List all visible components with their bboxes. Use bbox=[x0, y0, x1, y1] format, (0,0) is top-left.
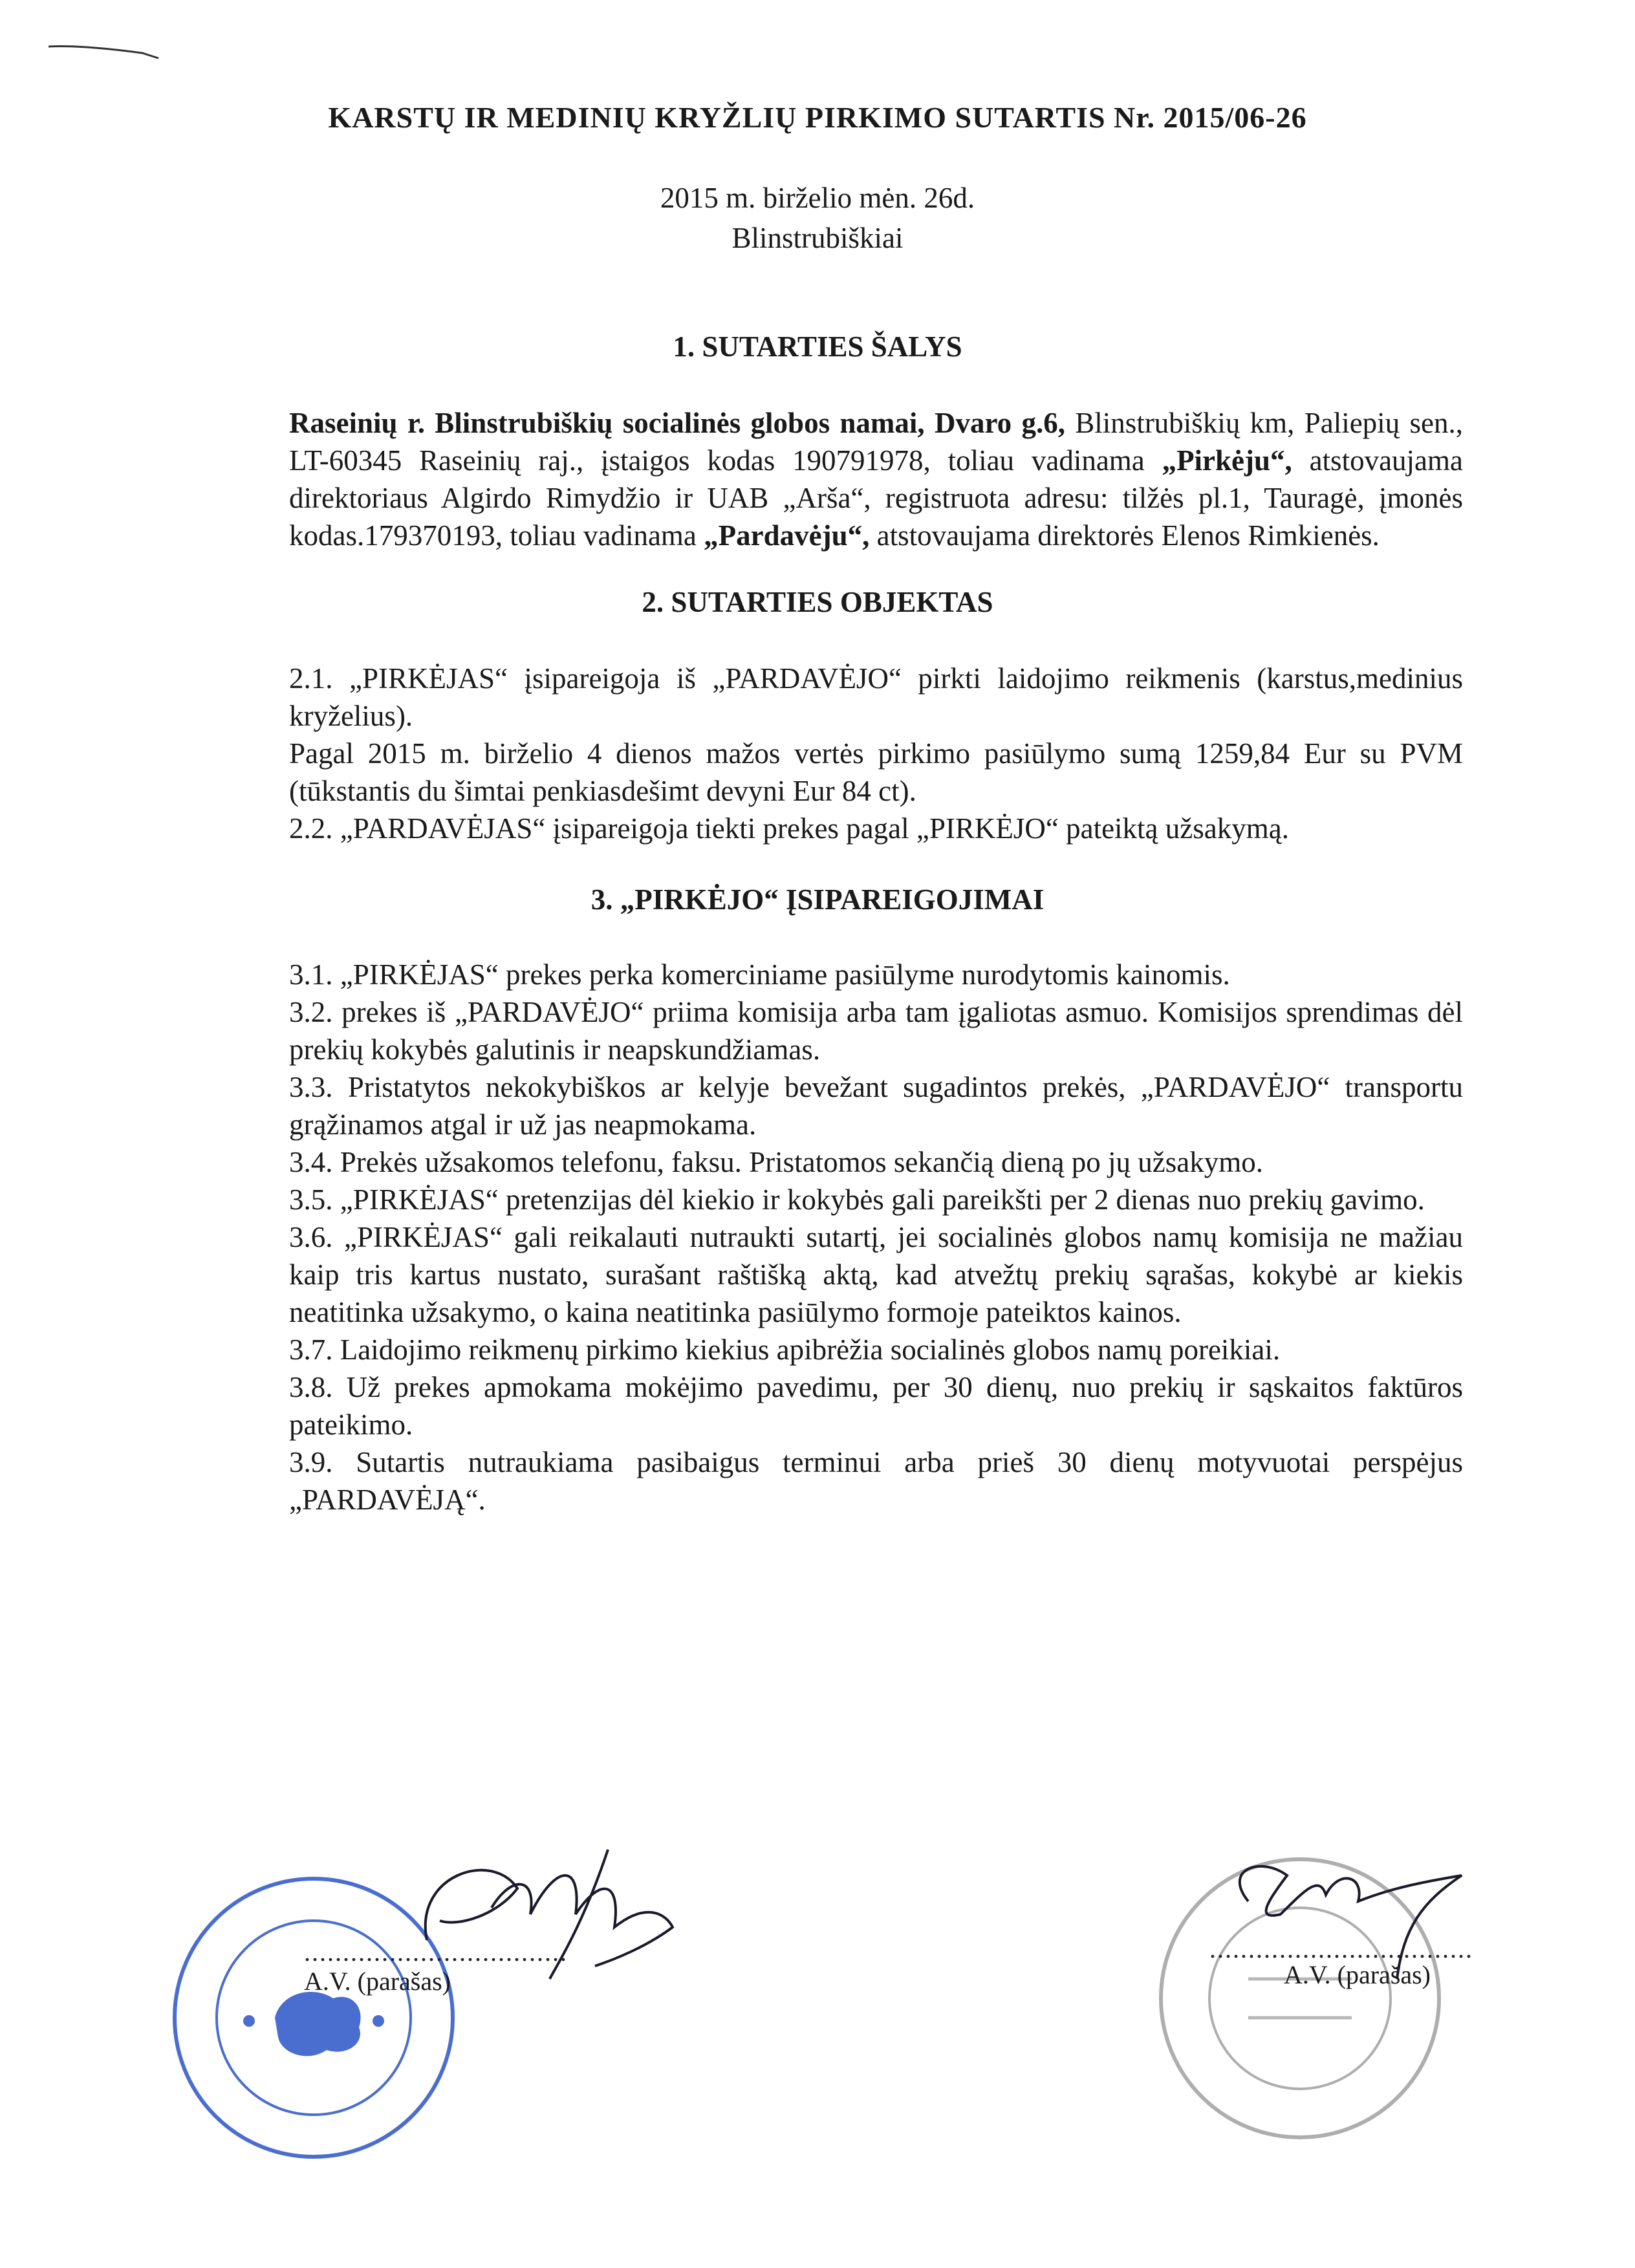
seller-rep: atstovaujama direktorės Elenos Rimkienės. bbox=[869, 519, 1380, 552]
section-3-body bbox=[289, 956, 1463, 1518]
seller-alias: „Pardavėju“, bbox=[704, 519, 870, 552]
contract-date: 2015 m. birželio mėn. 26d. bbox=[660, 182, 975, 214]
clause-3-1: 3.1. „PIRKĖJAS“ prekes perka komerciniame pasiūlyme nurodytomis kainomis. bbox=[289, 958, 1230, 991]
section-1-parties bbox=[289, 404, 1463, 554]
section-1-heading: 1. SUTARTIES ŠALYS bbox=[673, 330, 962, 363]
section-3-heading: 3. „PIRKĖJO“ ĮSIPAREIGOJIMAI bbox=[590, 883, 1045, 916]
left-signature-label: A.V. (parašas) bbox=[304, 1967, 451, 1996]
buyer-name: Raseinių r. Blinstrubiškių socialinės globos namai, Dvaro g.6, bbox=[289, 407, 1065, 439]
right-signature-line: .................................. bbox=[1209, 1934, 1473, 1963]
clause-2-1: 2.1. „PIRKĖJAS“ įsipareigoja iš „PARDAVĖJO“ pirkti laidojimo reikmenis (karstus,medinius kryželius). bbox=[289, 662, 1463, 732]
right-signature-label: A.V. (parašas) bbox=[1284, 1960, 1431, 1989]
clause-3-2: 3.2. prekes iš „PARDAVĖJO“ priima komisija arba tam įgaliotas asmuo. Komisijos sprendimas dėl prekių kokybės galutinis ir neapskundžiamas. bbox=[289, 996, 1463, 1066]
contract-title: KARSTŲ IR MEDINIŲ KRYŽLIŲ PIRKIMO SUTARTIS Nr. 2015/06-26 bbox=[328, 101, 1307, 134]
clause-2-2: 2.2. „PARDAVĖJAS“ įsipareigoja tiekti prekes pagal „PIRKĖJO“ pateiktą užsakymą. bbox=[289, 812, 1289, 845]
clause-3-9: 3.9. Sutartis nutraukiama pasibaigus terminui arba prieš 30 dienų motyvuotai perspėjus „PARDAVĖJĄ“. bbox=[289, 1446, 1463, 1516]
clause-3-6: 3.6. „PIRKĖJAS“ gali reikalauti nutraukti sutartį, jei socialinės globos namų komisija ne mažiau kaip tris kartus nustato, surašant raštišką aktą, kad atvežtų prekių sąrašas, kokybė ar kiekis neatitinka užsakymo, o kaina neatitinka pasiūlymo formoje pateiktos kainos. bbox=[289, 1221, 1463, 1328]
clause-3-4: 3.4. Prekės užsakomos telefonu, faksu. Pristatomos sekančią dieną po jų užsakymo. bbox=[289, 1146, 1263, 1178]
buyer-details: Blinstrubiškių km, Paliepių sen., LT-60345 Raseinių raj., įstaigos kodas 190791978, toliau vadinama bbox=[289, 407, 1463, 477]
seller-details: atstovaujama direktoriaus Algirdo Rimydžio ir UAB „Arša“, registruota adresu: tilžės pl.1, Tauragė, įmonės kodas.179370193, toliau vadinama bbox=[289, 444, 1463, 552]
right-handwritten-signature bbox=[1209, 1850, 1481, 1998]
clause-3-7: 3.7. Laidojimo reikmenų pirkimo kiekius apibrėžia socialinės globos namų poreikiai. bbox=[289, 1334, 1281, 1366]
section-2-heading: 2. SUTARTIES OBJEKTAS bbox=[642, 586, 993, 618]
clause-3-5: 3.5. „PIRKĖJAS“ pretenzijas dėl kiekio ir kokybės gali pareikšti per 2 dienas nuo prekių gavimo. bbox=[289, 1183, 1425, 1216]
clause-3-3: 3.3. Pristatytos nekokybiškos ar kelyje bevežant sugadintos prekės, „PARDAVĖJO“ transportu grąžinamos atgal ir už jas neapmokama. bbox=[289, 1071, 1463, 1141]
clause-3-8: 3.8. Už prekes apmokama mokėjimo pavedimu, per 30 dienų, nuo prekių ir sąskaitos faktūros pateikimo. bbox=[289, 1371, 1463, 1441]
date-place-block bbox=[0, 178, 1635, 258]
section-2-body bbox=[289, 660, 1463, 847]
left-handwritten-signature bbox=[388, 1837, 686, 2005]
clause-2-1-sum: Pagal 2015 m. birželio 4 dienos mažos vertės pirkimo pasiūlymo sumą 1259,84 Eur su PVM (tūkstantis du šimtai penkiasdešimt devyni Eur 84 ct). bbox=[289, 737, 1463, 807]
buyer-alias: „Pirkėju“, bbox=[1162, 444, 1292, 477]
corner-pen-mark bbox=[45, 39, 162, 65]
left-signature-line: .................................. bbox=[304, 1938, 568, 1967]
contract-place: Blinstrubiškiai bbox=[731, 222, 904, 254]
